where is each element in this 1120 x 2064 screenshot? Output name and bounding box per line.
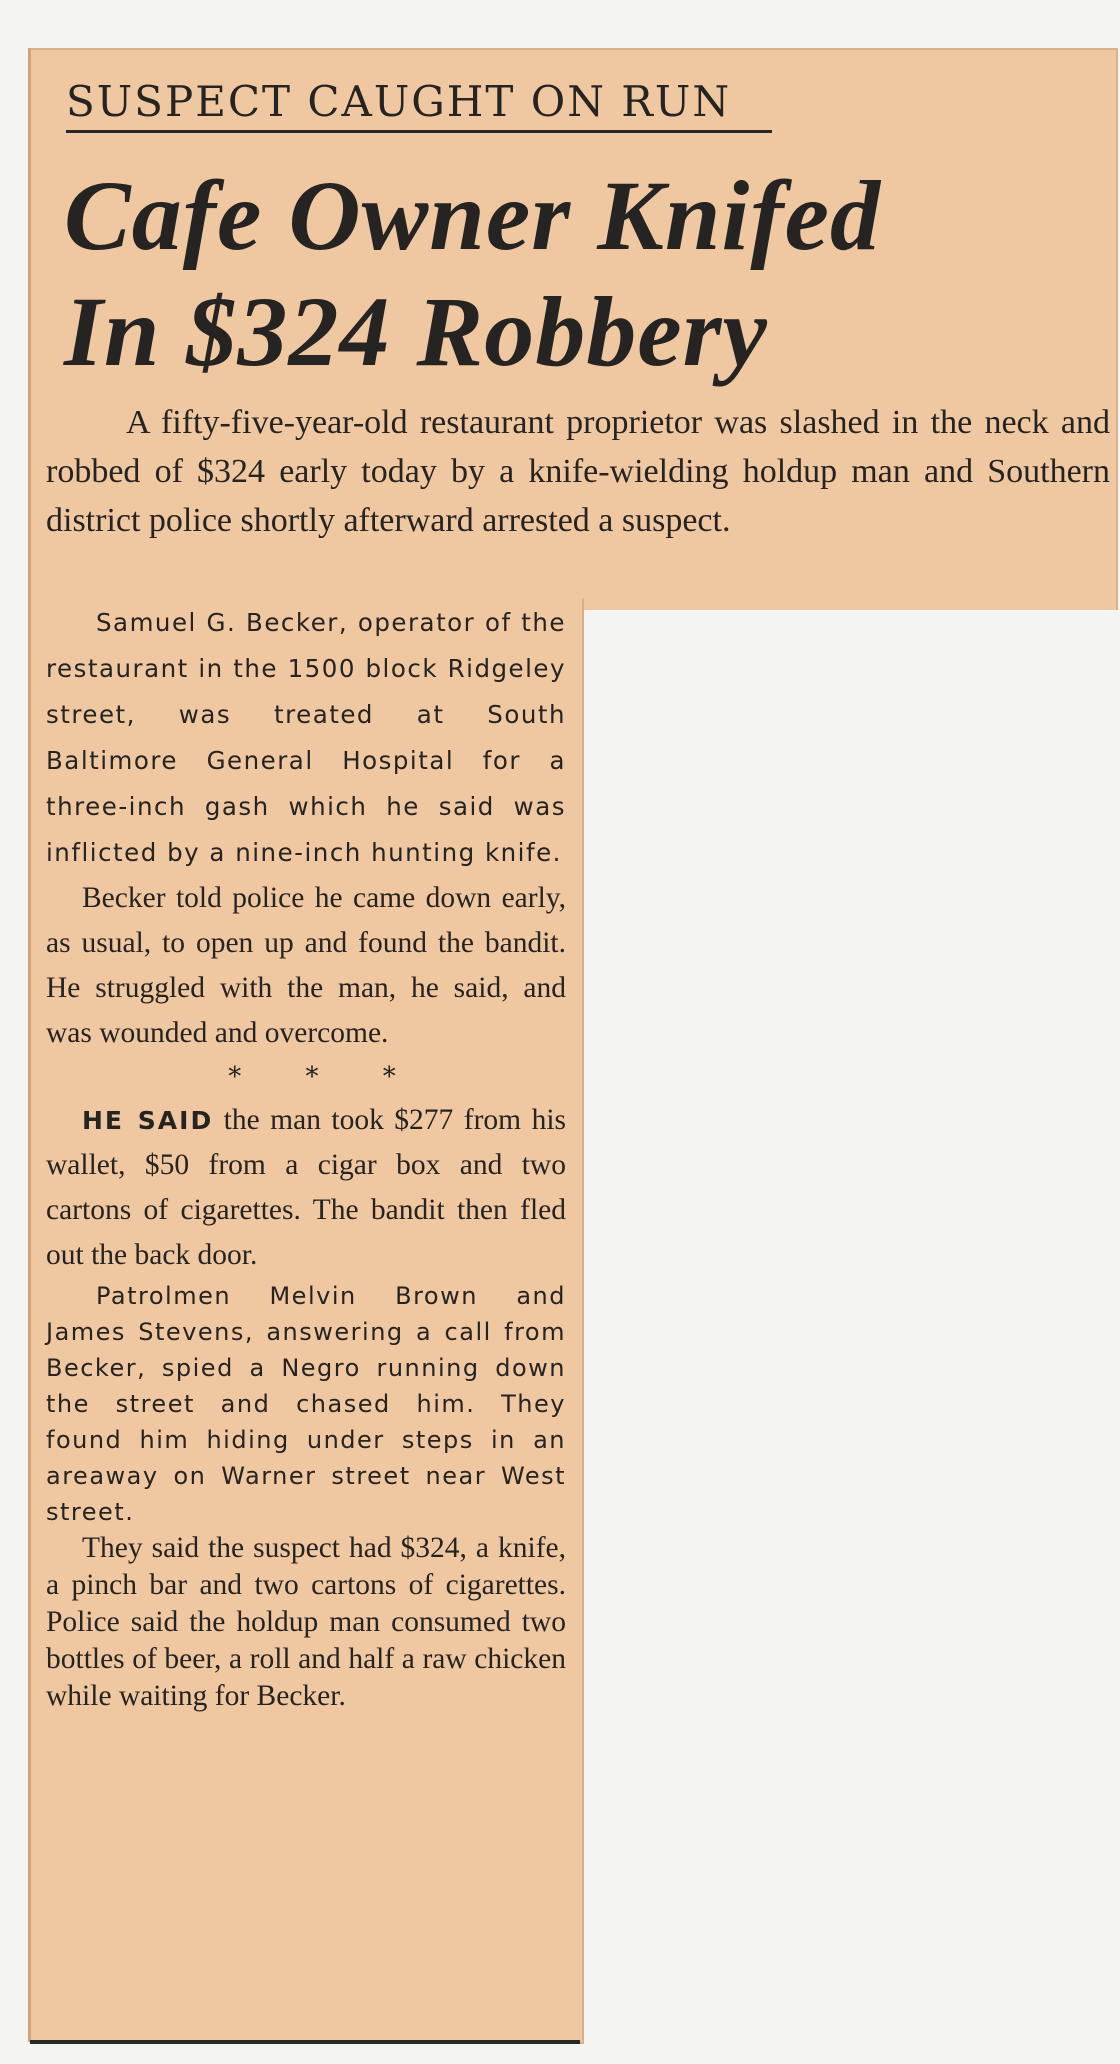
section-separator: * * * — [228, 1062, 424, 1092]
paragraph-he-said-text: the man took $277 from his wallet, $50 from a cigar box and two cartons of cigarettes. The bandit then fled out the back door. — [46, 1104, 566, 1271]
paragraph-becker-told-police: Becker told police he came down early, as usual, to open up and found the bandit. He struggled with the man, he said, and was wounded and overcome. — [46, 882, 566, 1049]
lede-paragraph: A fifty-five-year-old restaurant proprietor was slashed in the neck and robbed of $324 early today by a knife-wielding holdup man and Southern district police shortly afterward arrested a suspect. — [46, 404, 1110, 539]
article-column — [46, 600, 566, 1715]
bottom-rule — [30, 2040, 580, 2044]
paragraph-suspect-had: They said the suspect had $324, a knife, a pinch bar and two cartons of cigarettes. Police said the holdup man consumed two bottles of beer, a roll and half a raw chicken while waiting for Becker. — [46, 1532, 566, 1712]
kicker-headline: SUSPECT CAUGHT ON RUN — [66, 80, 772, 133]
main-headline — [64, 158, 1064, 390]
headline-line-1: Cafe Owner Knifed — [64, 160, 881, 271]
paragraph-he-said — [46, 1098, 566, 1278]
paragraph-patrolmen: Patrolmen Melvin Brown and James Stevens, answering a call from Becker, spied a Negro running down the street and chased him. They found him hiding under steps in an areaway on Warner street near West street. — [46, 1282, 566, 1526]
paragraph-becker-treated: Samuel G. Becker, operator of the restaurant in the 1500 block Ridgeley street, was treated at South Baltimore General Hospital for a three-inch gash which he said was inflicted by a nine-inch hunting knife. — [46, 608, 566, 867]
headline-line-2: In $324 Robbery — [64, 276, 768, 387]
lead-in-he-said: HE SAID — [82, 1106, 214, 1135]
